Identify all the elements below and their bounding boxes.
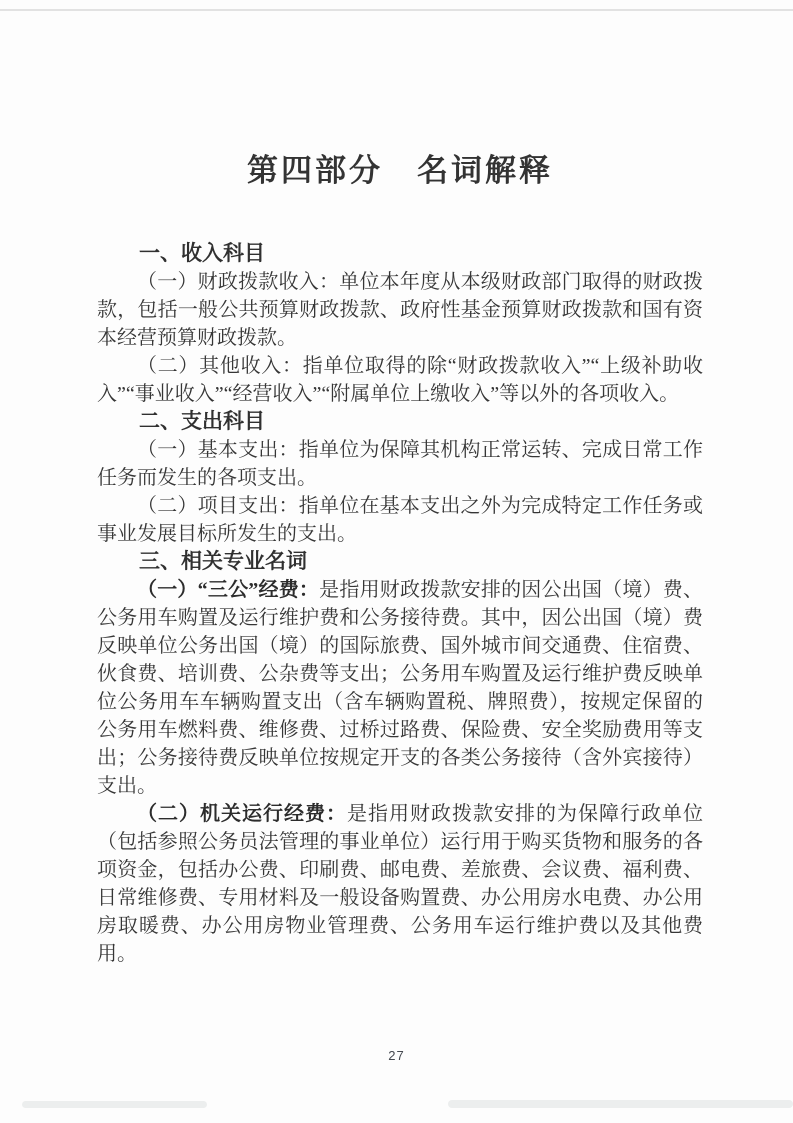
- paragraph-other-income: [97, 352, 703, 408]
- term-definition: 指单位取得的除“财政拨款收入”“上级补助收入”“事业收入”“经营收入”“附属单位上缴收入”等以外的各项收入。: [97, 355, 704, 405]
- term-label: （二）机关运行经费：: [137, 803, 347, 825]
- document-body: [97, 150, 703, 968]
- term-definition: 指单位为保障其机构正常运转、完成日常工作任务而发生的各项支出。: [97, 439, 704, 489]
- paragraph-basic-expenditure: [97, 436, 703, 492]
- scan-artifact-top-line: [0, 9, 793, 11]
- term-label: （二）其他收入：: [137, 355, 303, 377]
- section-heading-professional-terms: 三、相关专业名词: [139, 550, 307, 573]
- term-label: （一）基本支出：: [137, 439, 299, 461]
- term-definition: 是指用财政拨款安排的因公出国（境）费、公务用车购置及运行维护费和公务接待费。其中，因公出国（境）费反映单位公务出国（境）的国际旅费、国外城市间交通费、住宿费、伙食费、培训费、公杂费等支出；公务用车购置及运行维护费反映单位公务用车车辆购置支出（含车辆购置税、牌照费），按规定保留的公务用车燃料费、维修费、过桥过路费、保险费、安全奖励费用等支出；公务接待费反映单位按规定开支的各类公务接待（含外宾接待）支出。: [97, 579, 704, 797]
- term-definition: 指单位在基本支出之外为完成特定工作任务或事业发展目标所发生的支出。: [97, 495, 704, 545]
- scan-artifact-bottom-left: [22, 1101, 207, 1108]
- paragraph-project-expenditure: [97, 492, 703, 548]
- page-title: 第四部分 名词解释: [247, 153, 553, 188]
- paragraph-agency-operating-funds: [97, 800, 703, 968]
- paragraph-fiscal-appropriation-income: [97, 268, 703, 352]
- scan-artifact-bottom-right: [448, 1100, 793, 1108]
- term-definition: 是指用财政拨款安排的为保障行政单位（包括参照公务员法管理的事业单位）运行用于购买货物和服务的各项资金，包括办公费、印刷费、邮电费、差旅费、会议费、福利费、日常维修费、专用材料及一般设备购置费、办公用房水电费、办公用房取暖费、办公用房物业管理费、公务用车运行维护费以及其他费用。: [97, 803, 703, 965]
- section-heading-income: 一、收入科目: [139, 242, 265, 265]
- term-definition: 单位本年度从本级财政部门取得的财政拨款，包括一般公共预算财政拨款、政府性基金预算财政拨款和国有资本经营预算财政拨款。: [97, 271, 704, 349]
- term-label: （一）财政拨款收入：: [137, 271, 340, 293]
- section-heading-expenditure: 二、支出科目: [139, 410, 265, 433]
- paragraph-three-public-funds: [97, 576, 703, 800]
- page-number: 27: [388, 1048, 405, 1063]
- term-label: （一）“三公”经费：: [137, 579, 320, 601]
- term-label: （二）项目支出：: [137, 495, 299, 517]
